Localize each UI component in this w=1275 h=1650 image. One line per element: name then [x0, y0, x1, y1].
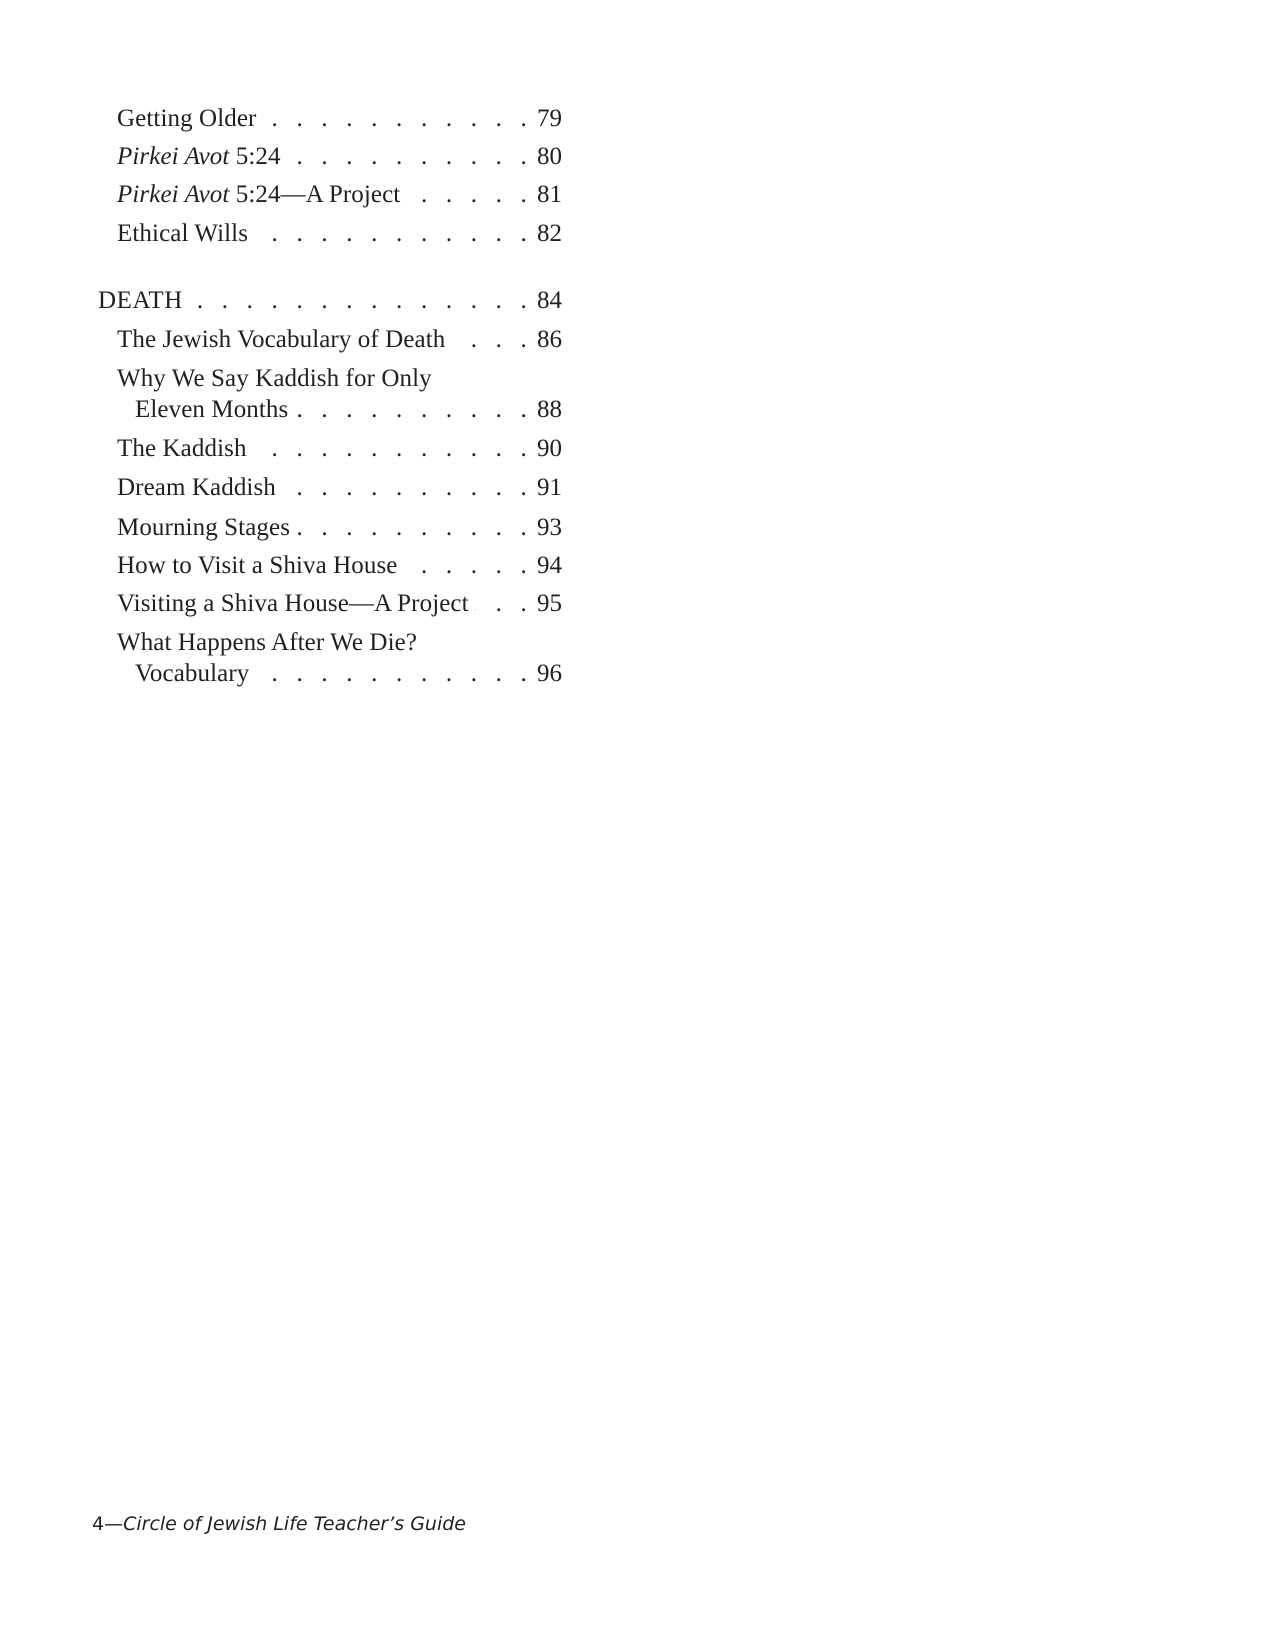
toc-entry-title-line2: Eleven Months [135, 396, 289, 423]
toc-entry-title [117, 179, 400, 210]
toc-entry-visiting-shiva-house-project [117, 588, 562, 619]
toc-page-number: 79 [537, 105, 562, 132]
dot-leader [296, 512, 533, 543]
toc-page-number: 84 [537, 287, 562, 314]
toc-page-number: 86 [537, 326, 562, 353]
toc-entry-the-kaddish [117, 433, 562, 464]
toc-entry-ethical-wills [117, 218, 562, 249]
page-footer [92, 1512, 466, 1536]
toc-page-number: 90 [537, 435, 562, 462]
toc-entry-title-line1: Why We Say Kaddish for Only [117, 365, 432, 392]
toc-page-number: 95 [537, 590, 562, 617]
toc-page-number: 96 [537, 660, 562, 687]
toc-section-death [98, 285, 562, 316]
toc-entry-jewish-vocabulary-of-death [117, 324, 562, 355]
toc-entry-title: Dream Kaddish [117, 474, 276, 501]
dot-leader [253, 433, 533, 464]
toc-entry-what-happens-after-we-die [117, 627, 562, 689]
footer-separator: — [104, 1513, 124, 1535]
toc-entry-title: Mourning Stages [117, 514, 291, 541]
toc-entry-getting-older [117, 103, 562, 134]
toc-entry-title-rest: 5:24—A Project [229, 181, 401, 208]
toc-entry-pirkei-avot [117, 141, 562, 172]
toc-entry-dream-kaddish [117, 472, 562, 503]
dot-leader [294, 394, 533, 425]
toc-entry-title-line2: Vocabulary [135, 660, 250, 687]
toc-entry-mourning-stages [117, 512, 562, 543]
dot-leader [475, 588, 533, 619]
toc-page-number: 81 [537, 181, 562, 208]
toc-entry-title-italic: Pirkei Avot [117, 143, 230, 170]
dot-leader [262, 103, 533, 134]
toc-page-number: 91 [537, 474, 562, 501]
toc-entry-title: Getting Older [117, 105, 257, 132]
toc-entry-title: Ethical Wills [117, 220, 249, 247]
toc-entry-title-line1: What Happens After We Die? [117, 629, 418, 656]
toc-entry-title: The Jewish Vocabulary of Death [117, 326, 446, 353]
toc-entry-title-italic: Pirkei Avot [117, 181, 230, 208]
toc-page-number: 94 [537, 552, 562, 579]
toc-entry-title: The Kaddish [117, 435, 247, 462]
dot-leader [254, 218, 533, 249]
dot-leader [287, 141, 533, 172]
toc-page-number: 82 [537, 220, 562, 247]
toc-entry-why-we-say-kaddish [117, 363, 562, 425]
footer-page-number: 4 [92, 1513, 105, 1535]
toc-entry-title: Visiting a Shiva House—A Project [117, 590, 469, 617]
dot-leader [406, 179, 533, 210]
footer-book-title: Circle of Jewish Life Teacher’s Guide [123, 1513, 466, 1535]
toc-page-number: 88 [537, 396, 562, 423]
dot-leader [189, 285, 533, 316]
dot-leader [451, 324, 533, 355]
dot-leader [404, 550, 534, 581]
dot-leader [255, 658, 533, 689]
toc-entry-title [117, 141, 281, 172]
dot-leader [282, 472, 533, 503]
toc-entry-how-to-visit-shiva-house [117, 550, 562, 581]
toc-entry-pirkei-avot-project [117, 179, 562, 210]
toc-page-number: 93 [537, 514, 562, 541]
toc-section-title: DEATH [98, 287, 183, 314]
toc-page-number: 80 [537, 143, 562, 170]
toc-entry-title: How to Visit a Shiva House [117, 552, 398, 579]
toc-entry-title-rest: 5:24 [229, 143, 281, 170]
